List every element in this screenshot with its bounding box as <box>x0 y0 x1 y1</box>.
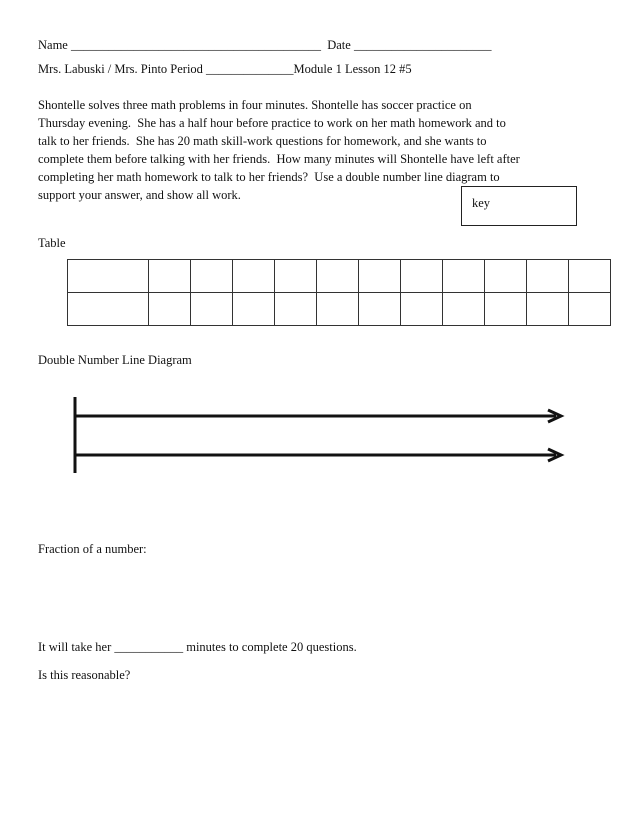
table-label: Table <box>38 236 66 250</box>
diagram-label: Double Number Line Diagram <box>38 353 192 367</box>
key-label: key <box>472 196 491 210</box>
answer-statement: It will take her ___________ minutes to complete 20 questions. <box>38 640 357 654</box>
problem-line: talk to her friends. She has 20 math skill-work questions for homework, and she wants to <box>38 134 487 148</box>
reasonable-question: Is this reasonable? <box>38 668 131 682</box>
name-date-line: Name ________________________________________ Date ______________________ <box>38 38 492 52</box>
problem-line: support your answer, and show all work. <box>38 188 241 202</box>
problem-line: completing her math homework to talk to her friends? Use a double number line diagram to <box>38 170 500 184</box>
problem-line: complete them before talking with her friends. How many minutes will Shontelle have left after <box>38 152 520 166</box>
fraction-label: Fraction of a number: <box>38 542 147 556</box>
problem-line: Shontelle solves three math problems in four minutes. Shontelle has soccer practice on <box>38 98 472 112</box>
teacher-period-lesson-line: Mrs. Labuski / Mrs. Pinto Period ______________Module 1 Lesson 12 #5 <box>38 62 412 76</box>
problem-line: Thursday evening. She has a half hour before practice to work on her math homework and to <box>38 116 506 130</box>
